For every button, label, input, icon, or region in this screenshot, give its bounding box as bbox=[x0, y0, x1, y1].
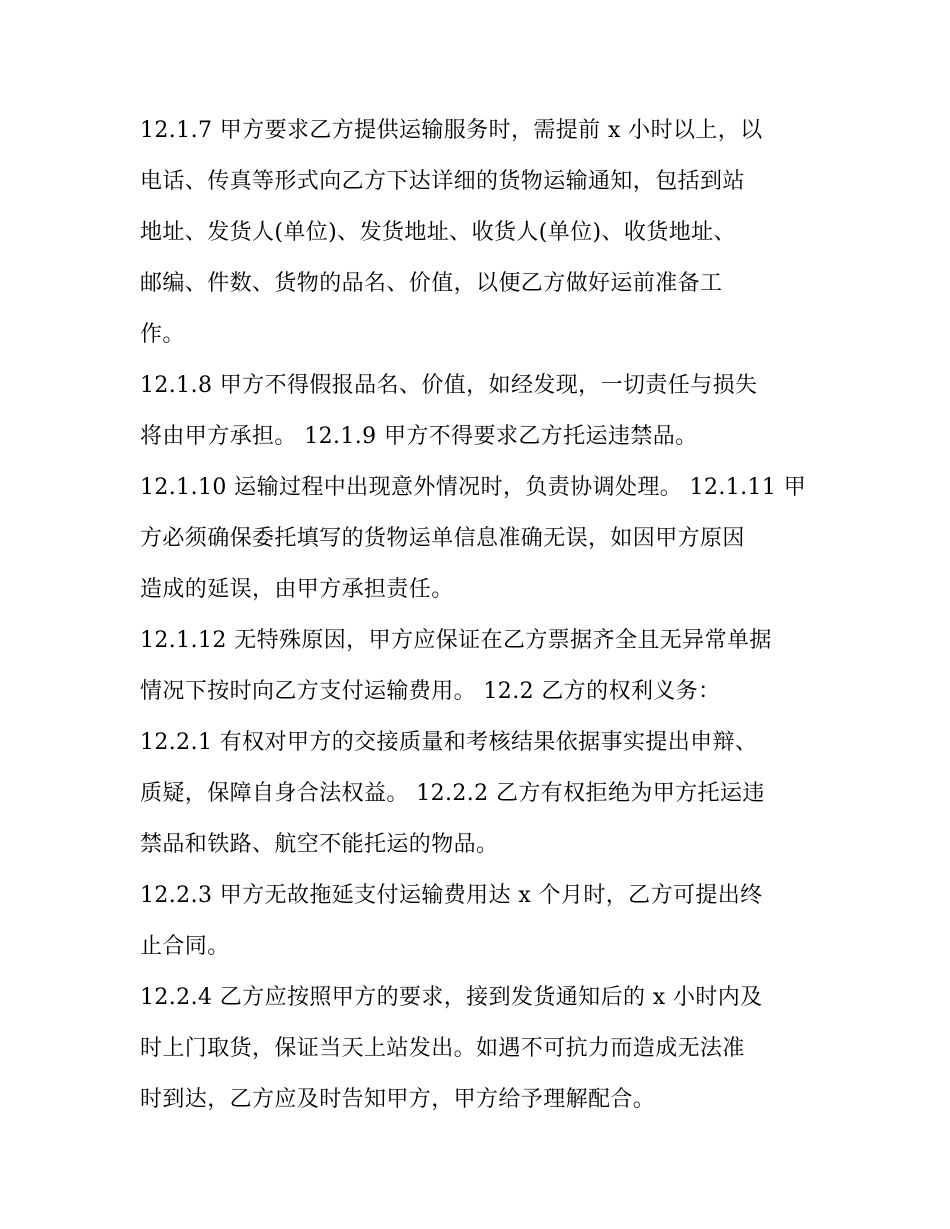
text-line: 作。 bbox=[140, 322, 185, 347]
text-line: 12.1.10 运输过程中出现意外情况时，负责协调处理。 12.1.11 甲 bbox=[140, 475, 807, 500]
text-line: 禁品和铁路、航空不能托运的物品。 bbox=[140, 832, 499, 857]
text-line: 12.2.4 乙方应按照甲方的要求，接到发货通知后的 x 小时内及 bbox=[140, 985, 763, 1010]
text-line: 12.1.12 无特殊原因，甲方应保证在乙方票据齐全且无异常单据 bbox=[140, 628, 772, 653]
text-line: 造成的延误，由甲方承担责任。 bbox=[140, 577, 454, 602]
text-line: 方必须确保委托填写的货物运单信息准确无误，如因甲方原因 bbox=[140, 526, 745, 551]
text-line: 将由甲方承担。 12.1.9 甲方不得要求乙方托运违禁品。 bbox=[140, 424, 698, 449]
text-line: 质疑，保障自身合法权益。 12.2.2 乙方有权拒绝为甲方托运违 bbox=[140, 781, 765, 806]
text-line: 时上门取货，保证当天上站发出。如遇不可抗力而造成无法准 bbox=[140, 1036, 745, 1061]
text-line: 电话、传真等形式向乙方下达详细的货物运输通知，包括到站 bbox=[140, 169, 745, 194]
text-line: 12.1.8 甲方不得假报品名、价值，如经发现，一切责任与损失 bbox=[140, 373, 758, 398]
text-line: 时到达，乙方应及时告知甲方，甲方给予理解配合。 bbox=[140, 1087, 656, 1112]
text-line: 止合同。 bbox=[140, 934, 230, 959]
text-line: 12.2.1 有权对甲方的交接质量和考核结果依据事实提出申辩、 bbox=[140, 730, 758, 755]
contract-text bbox=[140, 105, 820, 1125]
text-line: 12.2.3 甲方无故拖延支付运输费用达 x 个月时，乙方可提出终 bbox=[140, 883, 763, 908]
text-line: 邮编、件数、货物的品名、价值，以便乙方做好运前准备工 bbox=[140, 271, 723, 296]
text-line: 地址、发货人(单位)、发货地址、收货人(单位)、收货地址、 bbox=[140, 220, 736, 245]
text-line: 情况下按时向乙方支付运输费用。 12.2 乙方的权利义务： bbox=[140, 679, 721, 704]
text-line: 12.1.7 甲方要求乙方提供运输服务时，需提前 x 小时以上，以 bbox=[140, 118, 763, 143]
